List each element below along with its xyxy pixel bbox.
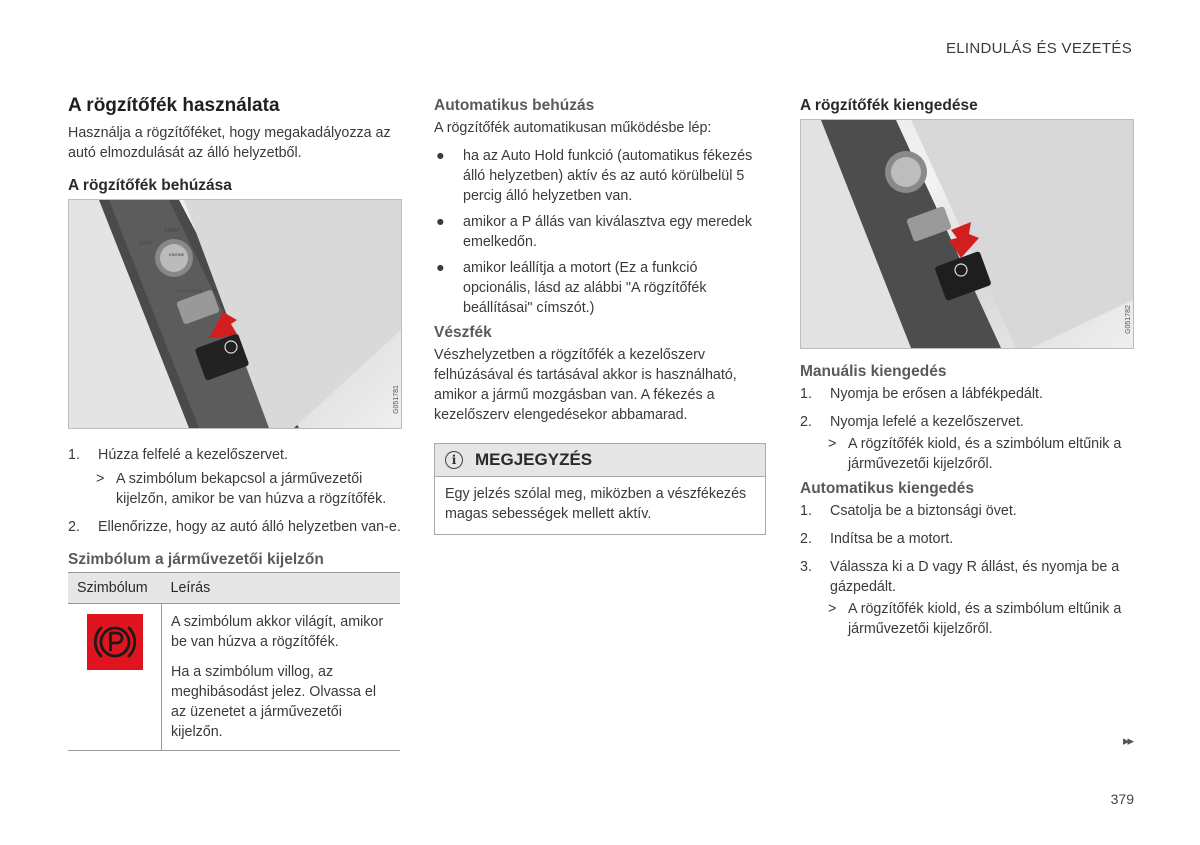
- step-result: > A rögzítőfék kiold, és a szimbólum eltűnik a járművezetői kijelzőről.: [828, 436, 1122, 472]
- image-code: G051782: [1125, 305, 1133, 334]
- page-number: 379: [1110, 791, 1134, 807]
- list-item: ● amikor leállítja a motort (Ez a funkció opcionális, lásd az alábbi "A rögzítőfék beállításai" címszót.): [436, 260, 707, 316]
- list-item: ● amikor a P állás van kiválasztva egy meredek emelkedőn.: [436, 214, 752, 250]
- step-result: > A szimbólum bekapcsol a járművezetői kijelzőn, amikor be van húzva a rögzítőfék.: [96, 471, 387, 507]
- intro-text: Használja a rögzítőféket, hogy megakadályozza az autó elmozdulását az álló helyzetből.: [68, 125, 391, 161]
- release-heading: A rögzítőfék kiengedése: [800, 97, 978, 114]
- auto-release-heading: Automatikus kiengedés: [800, 480, 974, 497]
- parking-brake-icon: [87, 614, 143, 670]
- console-illustration: [69, 200, 401, 428]
- symbol-heading: Szimbólum a járművezetői kijelzőn: [68, 551, 324, 568]
- list-item: 1. Nyomja be erősen a lábfékpedált.: [800, 386, 1043, 402]
- manual-steps: [800, 384, 1134, 432]
- column-3: [800, 95, 1134, 639]
- image-code: G051781: [393, 385, 401, 414]
- continue-marker: ▸▸: [1122, 733, 1132, 748]
- symbol-table: [68, 572, 400, 751]
- start-label: START: [164, 228, 180, 234]
- apply-steps: [68, 445, 402, 465]
- apply-heading: A rögzítőfék behúzása: [68, 177, 232, 194]
- auto-apply-bullets: [434, 146, 766, 318]
- apply-photo: [68, 199, 402, 429]
- emergency-text: Vészhelyzetben a rögzítőfék a kezelőszerv felhúzásával és tartásával akkor is használható, amikor a jármű mozgásban van. A fékezés a kezelőszerv elengedésekor abbamarad.: [434, 347, 737, 423]
- auto-apply-intro: A rögzítőfék automatikusan működésbe lép:: [434, 120, 712, 136]
- console-illustration: [801, 120, 1133, 348]
- table-row: [68, 604, 400, 751]
- desc-cell: A szimbólum akkor világít, amikor be van húzva a rögzítőfék. Ha a szimbólum villog, az meghibásodást jelez. Olvassa el az üzenetet a járművezetői kijelzőn.: [162, 604, 401, 751]
- release-photo: [800, 119, 1134, 349]
- list-item: 2. Nyomja lefelé a kezelőszervet.: [800, 414, 1024, 430]
- col-desc-header: Leírás: [162, 573, 401, 604]
- info-icon: i: [445, 451, 463, 469]
- note-header: [435, 444, 765, 477]
- note-box: [434, 443, 766, 535]
- drive-mode-label: DRIVE MODE: [177, 288, 203, 293]
- section-title: ELINDULÁS ÉS VEZETÉS: [945, 40, 1132, 57]
- note-title: MEGJEGYZÉS: [475, 450, 593, 469]
- emergency-heading: Vészfék: [434, 324, 492, 341]
- list-item: ● ha az Auto Hold funkció (automatikus fékezés álló helyzetben) aktív és az autó körülbelül 5 percig álló helyzetben van.: [436, 148, 753, 204]
- symbol-cell: [68, 604, 162, 751]
- apply-steps-2: [68, 517, 402, 537]
- list-item: 1. Csatolja be a biztonsági övet.: [800, 503, 1017, 519]
- engine-label: ENGINE: [169, 252, 185, 257]
- auto-release-steps: [800, 501, 1134, 597]
- manual-release-heading: Manuális kiengedés: [800, 363, 947, 380]
- note-text: Egy jelzés szólal meg, miközben a vészfékezés magas sebességek mellett aktív.: [445, 486, 747, 522]
- col-symbol-header: Szimbólum: [68, 573, 162, 604]
- page-title: A rögzítőfék használata: [68, 95, 280, 116]
- list-item: 2. Ellenőrizze, hogy az autó álló helyzetben van-e.: [68, 519, 401, 535]
- column-1: [68, 95, 402, 751]
- list-item: 1. Húzza felfelé a kezelőszervet.: [68, 447, 288, 463]
- column-2: [434, 95, 766, 535]
- list-item: 2. Indítsa be a motort.: [800, 531, 954, 547]
- stop-label: STOP: [139, 241, 153, 247]
- list-item: 3. Válassza ki a D vagy R állást, és nyomja be a gázpedált.: [800, 559, 1120, 595]
- step-result: > A rögzítőfék kiold, és a szimbólum eltűnik a járművezetői kijelzőről.: [828, 601, 1122, 637]
- auto-apply-heading: Automatikus behúzás: [434, 97, 595, 114]
